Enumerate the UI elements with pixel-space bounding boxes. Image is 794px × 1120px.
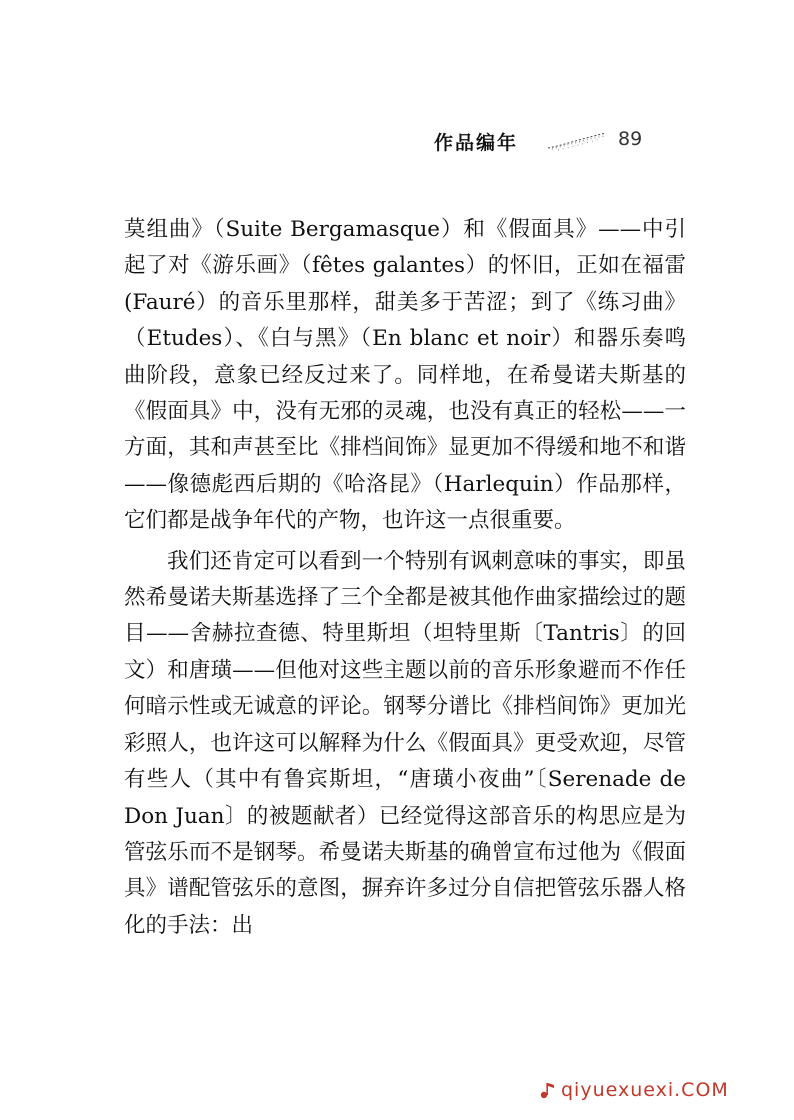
music-note-icon: [538, 1080, 558, 1100]
body-text: [124, 212, 686, 944]
paragraph-2: 我们还肯定可以看到一个特别有讽刺意味的事实，即虽然希曼诺夫斯基选择了三个全都是被其他作曲家描绘过的题目——舍赫拉查德、特里斯坦（坦特里斯〔Tantris〕的回文）和唐璜——但他对这些主题以前的音乐形象避而不作任何暗示性或无诚意的评论。钢琴分谱比《排档间饰》更加光彩照人，也许这可以解释为什么《假面具》更受欢迎，尽管有些人（其中有鲁宾斯坦，“唐璜小夜曲”〔Serenade de Don Juan〕的被题献者）已经觉得这部音乐的构思应是为管弦乐而不是钢琴。希曼诺夫斯基的确曾宣布过他为《假面具》谱配管弦乐的意图，摒弃许多过分自信把管弦乐器人格化的手法：出: [124, 548, 686, 938]
ornament-icon: [546, 130, 608, 152]
page-header: [0, 128, 794, 162]
watermark-text: qiyuexuexi.COM: [561, 1079, 729, 1101]
paragraph-1: 莫组曲》（Suite Bergamasque）和《假面具》——中引起了对《游乐画》（fêtes galantes）的怀旧，正如在福雷(Fauré）的音乐里那样，甜美多于苦涩；到了《练习曲》（Etudes）、《白与黑》（En blanc et noir）和器乐奏鸣曲阶段，意象已经反过来了。同样地，在希曼诺夫斯基的《假面具》中，没有无邪的灵魂，也没有真正的轻松——一方面，其和声甚至比《排档间饰》显更加不得缓和地不和谐——像德彪西后期的《哈洛昆》（Harlequin）作品那样，它们都是战争年代的产物，也许这一点很重要。: [124, 217, 686, 534]
running-title: 作品编年: [434, 132, 519, 154]
page-number: 89: [618, 128, 643, 150]
watermark: [538, 1077, 758, 1103]
